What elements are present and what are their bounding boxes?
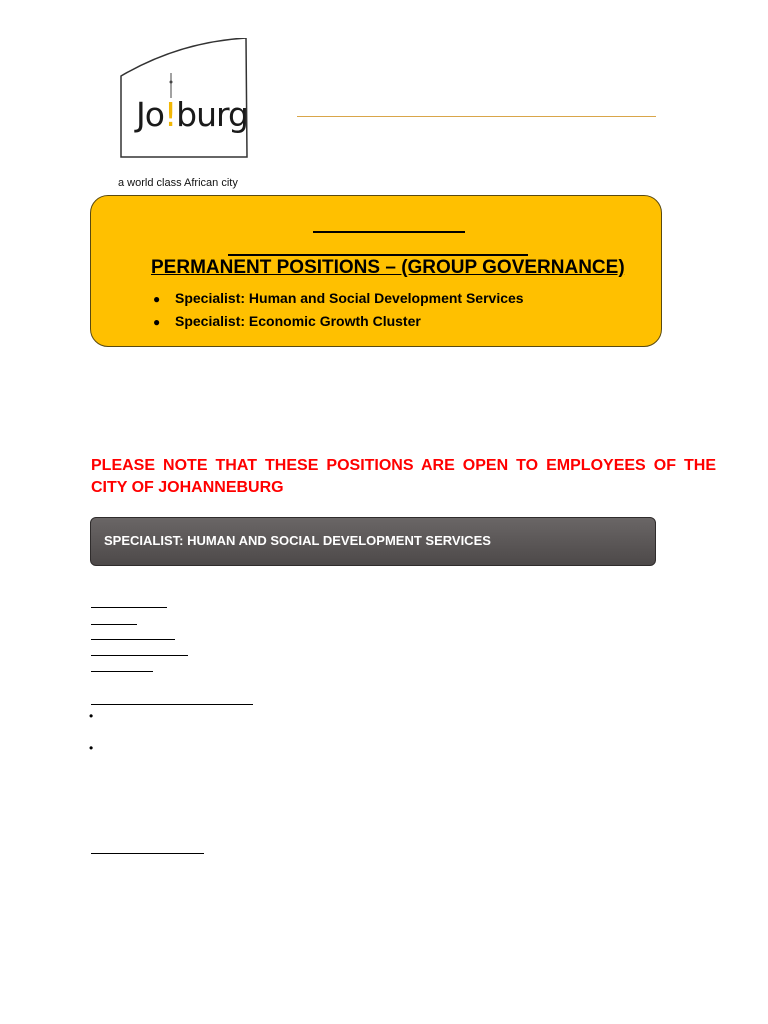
blank-field-line [91,704,253,705]
blank-field-line [91,671,153,672]
eligibility-notice: PLEASE NOTE THAT THESE POSITIONS ARE OPEN TO EMPLOYEES OF THE CITY OF JOHANNEBURG [91,457,716,496]
section-header [90,517,656,566]
blank-field-line [91,624,137,625]
bullet-icon: • [89,741,94,755]
bullet-icon: ● [153,315,161,329]
positions-banner [90,195,662,347]
bullet-icon: • [89,709,94,723]
banner-title: PERMANENT POSITIONS – (GROUP GOVERNANCE) [151,257,625,278]
bullet-icon: ● [153,292,161,306]
blank-field-line [91,655,188,656]
banner-underline-long [228,254,528,256]
logo-wordmark: Jo!burg [136,95,248,134]
logo-tagline: a world class African city [118,177,238,189]
header-rule [297,116,656,117]
blank-field-line [91,607,167,608]
joburg-logo [119,38,248,158]
blank-field-line [91,639,175,640]
blank-field-line [91,853,204,854]
position-item: ● Specialist: Economic Growth Cluster [153,311,524,334]
position-list [153,288,524,334]
position-item: ● Specialist: Human and Social Development Services [153,288,524,311]
section-title: SPECIALIST: HUMAN AND SOCIAL DEVELOPMENT SERVICES [104,533,491,548]
banner-underline-short [313,231,465,233]
